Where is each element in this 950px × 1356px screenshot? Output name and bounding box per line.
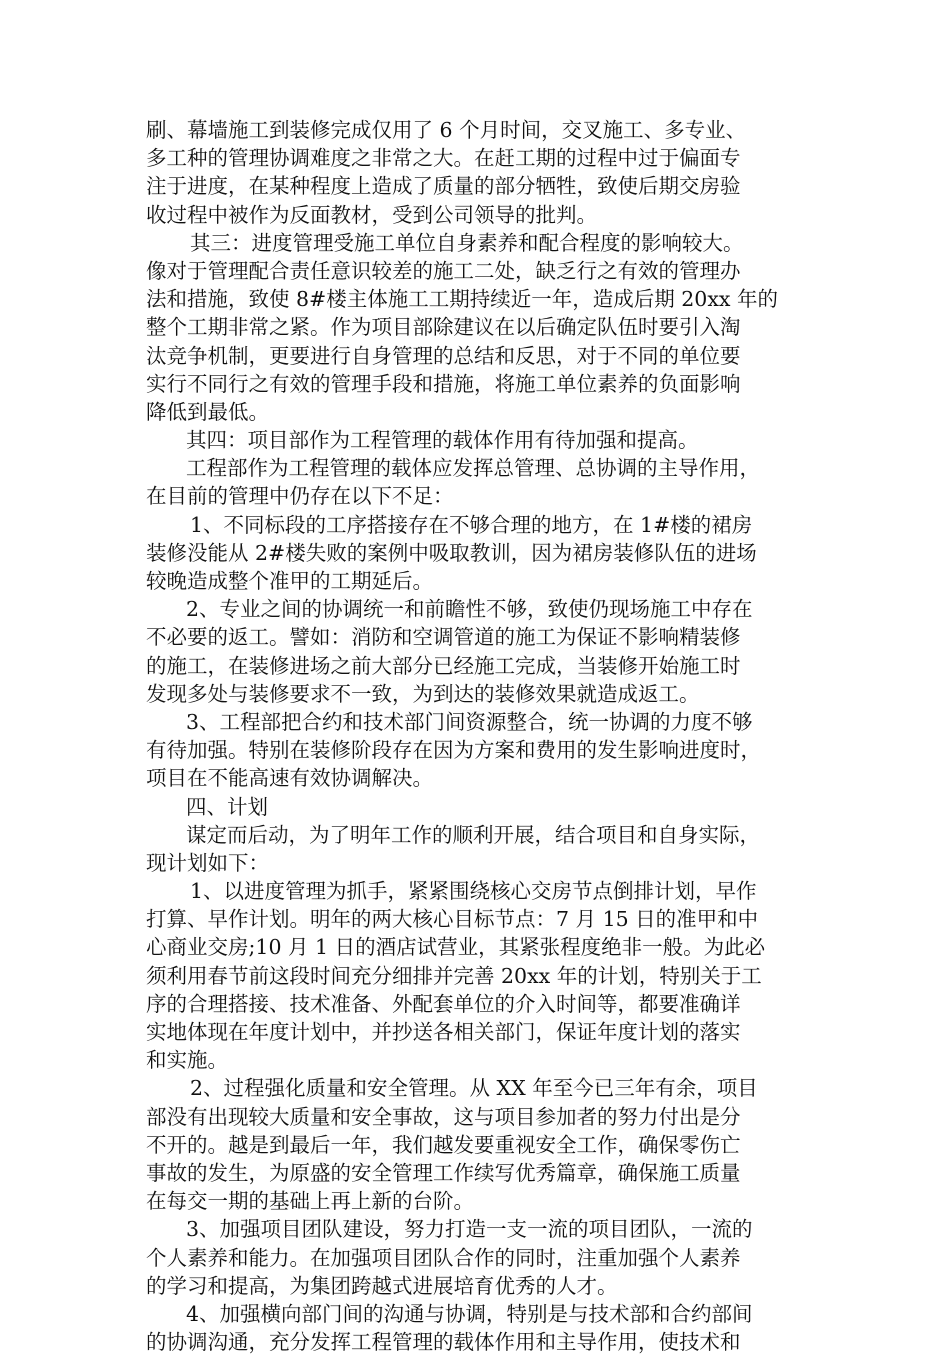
text-line: 部没有出现较大质量和安全事故，这与项目参加者的努力付出是分 xyxy=(146,1104,741,1129)
text-line: 注于进度，在某种程度上造成了质量的部分牺牲，致使后期交房验 xyxy=(146,174,741,199)
text-line: 心商业交房;10 月 1 日的酒店试营业，其紧张程度绝非一般。为此必 xyxy=(146,935,766,960)
text-line: 较晚造成整个准甲的工期延后。 xyxy=(146,569,433,593)
text-line: 3、加强项目团队建设，努力打造一支一流的项目团队，一流的 xyxy=(186,1217,753,1242)
text-line: 2、过程强化质量和安全管理。从 XX 年至今已三年有余，项目 xyxy=(190,1076,758,1101)
text-line: 谋定而后动，为了明年工作的顺利开展，结合项目和自身实际， xyxy=(186,822,760,847)
text-line: 打算、早作计划。明年的两大核心目标节点：7 月 15 日的准甲和中 xyxy=(146,907,759,932)
text-line: 项目在不能高速有效协调解决。 xyxy=(146,766,433,791)
text-line: 实行不同行之有效的管理手段和措施，将施工单位素养的负面影响 xyxy=(146,371,741,396)
text-line: 的施工，在装修进场之前大部分已经施工完成，当装修开始施工时 xyxy=(146,653,741,678)
text-line: 在每交一期的基础上再上新的台阶。 xyxy=(146,1189,474,1214)
text-line: 1、不同标段的工序搭接存在不够合理的地方，在 1#楼的裙房 xyxy=(190,512,753,537)
text-line: 须利用春节前这段时间充分细排并完善 20xx 年的计划，特别关于工 xyxy=(146,963,762,988)
text-line: 实地体现在年度计划中，并抄送各相关部门，保证年度计划的落实 xyxy=(146,1020,741,1044)
text-line: 法和措施，致使 8#楼主体施工工期持续近一年，造成后期 20xx 年的 xyxy=(146,287,778,312)
text-line: 其四：项目部作为工程管理的载体作用有待加强和提高。 xyxy=(186,428,699,453)
text-line: 现计划如下： xyxy=(146,850,269,875)
text-line: 降低到最低。 xyxy=(146,399,269,424)
text-line: 整个工期非常之紧。作为项目部除建议在以后确定队伍时要引入淘 xyxy=(146,315,741,340)
text-line: 收过程中被作为反面教材，受到公司领导的批判。 xyxy=(146,202,597,227)
text-line: 1、以进度管理为抓手，紧紧围绕核心交房节点倒排计划，早作 xyxy=(190,879,757,904)
text-line: 刷、幕墙施工到装修完成仅用了 6 个月时间，交叉施工、多专业、 xyxy=(146,118,747,142)
text-line: 的协调沟通，充分发挥工程管理的载体作用和主导作用，使技术和 xyxy=(146,1330,741,1355)
text-line: 不必要的返工。譬如：消防和空调管道的施工为保证不影响精装修 xyxy=(146,625,741,650)
text-line: 3、工程部把合约和技术部门间资源整合，统一协调的力度不够 xyxy=(186,709,753,734)
text-line: 汰竞争机制，更要进行自身管理的总结和反思，对于不同的单位要 xyxy=(146,343,741,368)
text-line: 和实施。 xyxy=(146,1048,228,1073)
text-line: 工程部作为工程管理的载体应发挥总管理、总协调的主导作用， xyxy=(186,456,760,481)
text-line: 序的合理搭接、技术准备、外配套单位的介入时间等，都要准确详 xyxy=(146,991,741,1016)
text-line: 4、加强横向部门间的沟通与协调，特别是与技术部和合约部间 xyxy=(186,1301,753,1326)
document-body xyxy=(146,116,806,1356)
text-line: 的学习和提高，为集团跨越式进展培育优秀的人才。 xyxy=(146,1273,618,1298)
text-line: 在目前的管理中仍存在以下不足： xyxy=(146,484,454,509)
text-line: 事故的发生，为原盛的安全管理工作续写优秀篇章，确保施工质量 xyxy=(146,1160,741,1185)
text-line: 有待加强。特别在装修阶段存在因为方案和费用的发生影响进度时， xyxy=(146,738,761,763)
text-line: 装修没能从 2#楼失败的案例中吸取教训，因为裙房装修队伍的进场 xyxy=(146,540,757,565)
text-line: 2、专业之间的协调统一和前瞻性不够，致使仍现场施工中存在 xyxy=(186,597,753,622)
text-line: 发现多处与装修要求不一致，为到达的装修效果就造成返工。 xyxy=(146,681,700,706)
text-line: 四、计划 xyxy=(186,794,268,819)
text-line: 个人素养和能力。在加强项目团队合作的同时，注重加强个人素养 xyxy=(146,1245,741,1270)
text-line: 不开的。越是到最后一年，我们越发要重视安全工作，确保零伤亡 xyxy=(146,1132,741,1157)
text-line: 其三：进度管理受施工单位自身素养和配合程度的影响较大。 xyxy=(190,230,744,255)
text-line: 多工种的管理协调难度之非常之大。在赶工期的过程中过于偏面专 xyxy=(146,146,741,171)
text-line: 像对于管理配合责任意识较差的施工二处，缺乏行之有效的管理办 xyxy=(146,258,741,283)
